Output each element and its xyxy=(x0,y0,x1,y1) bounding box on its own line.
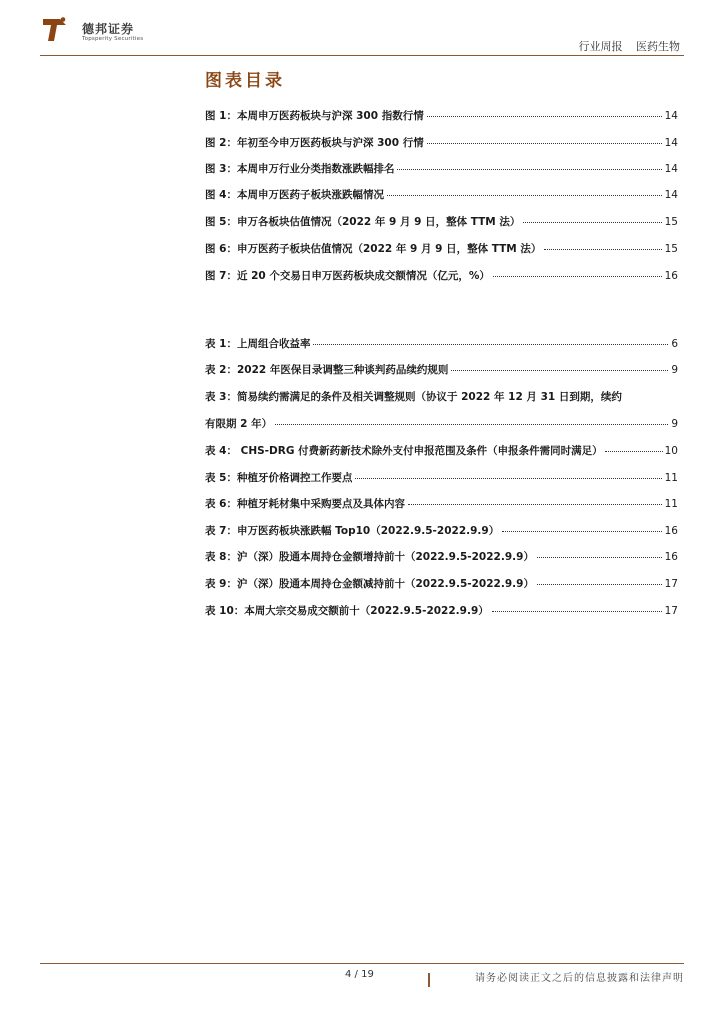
toc-table-entry[interactable] xyxy=(205,336,678,352)
entry-page: 14 xyxy=(664,137,678,149)
topsperity-logo-icon xyxy=(40,15,70,45)
entry-page: 17 xyxy=(664,605,678,617)
toc-table-entry[interactable] xyxy=(205,362,678,378)
entry-page: 9 xyxy=(671,418,678,430)
entry-page: 17 xyxy=(664,578,678,590)
toc-table-entry-line1[interactable]: 表 3：简易续约需满足的条件及相关调整规则（协议于 2022 年 12 月 31 日到期，续约 xyxy=(205,391,622,403)
entry-label: 表 10：本周大宗交易成交额前十（2022.9.5-2022.9.9） xyxy=(205,605,489,617)
dot-leader xyxy=(397,159,661,170)
entry-label: 表 9：沪（深）股通本周持仓金额减持前十（2022.9.5-2022.9.9） xyxy=(205,578,534,590)
toc-table-entry[interactable] xyxy=(205,416,678,432)
toc-title: 图表目录 xyxy=(205,71,285,91)
entry-label: 表 2：2022 年医保目录调整三种谈判药品续约规则 xyxy=(205,364,449,376)
entry-page: 6 xyxy=(671,338,678,350)
entry-label: 图 2：年初至今申万医药板块与沪深 300 行情 xyxy=(205,137,424,149)
toc-figure-entry[interactable] xyxy=(205,161,678,177)
dot-leader xyxy=(313,334,668,345)
entry-label: 表 1：上周组合收益率 xyxy=(205,338,311,350)
entry-page: 10 xyxy=(664,445,678,457)
toc-table-entry[interactable] xyxy=(205,549,678,565)
entry-label: 图 4：本周申万医药子板块涨跌幅情况 xyxy=(205,189,384,201)
dot-leader xyxy=(493,266,662,277)
dot-leader xyxy=(502,521,661,532)
entry-label: 图 1：本周申万医药板块与沪深 300 指数行情 xyxy=(205,110,424,122)
dot-leader xyxy=(275,414,668,425)
dot-leader xyxy=(355,468,661,479)
entry-page: 11 xyxy=(664,498,678,510)
dot-leader xyxy=(492,601,662,612)
entry-label: 图 7：近 20 个交易日申万医药板块成交额情况（亿元，%） xyxy=(205,270,490,282)
dot-leader xyxy=(427,133,662,144)
dot-leader xyxy=(544,239,661,250)
footer-divider xyxy=(40,963,684,964)
toc-figure-entry[interactable] xyxy=(205,241,678,257)
header-divider xyxy=(40,55,684,56)
footer-accent-bar xyxy=(428,973,430,987)
toc-table-entry[interactable] xyxy=(205,523,678,539)
report-category xyxy=(569,38,681,54)
page-header xyxy=(40,14,684,54)
entry-page: 14 xyxy=(664,163,678,175)
entry-page: 9 xyxy=(671,364,678,376)
entry-label: 图 5：申万各板块估值情况（2022 年 9 月 9 日，整体 TTM 法） xyxy=(205,216,521,228)
dot-leader xyxy=(537,574,662,585)
entry-page: 16 xyxy=(664,525,678,537)
entry-label: 表 4： CHS-DRG 付费新药新技术除外支付申报范围及条件（申报条件需同时满足） xyxy=(205,445,603,457)
toc-figure-entry[interactable] xyxy=(205,108,678,124)
toc-table-entry[interactable] xyxy=(205,443,678,459)
entry-label: 表 6：种植牙耗材集中采购要点及具体内容 xyxy=(205,498,405,510)
toc-figure-entry[interactable] xyxy=(205,187,678,203)
entry-label: 有限期 2 年） xyxy=(205,418,273,430)
legal-disclaimer: 请务必阅读正文之后的信息披露和法律声明 xyxy=(475,973,684,984)
toc-table-entry[interactable] xyxy=(205,576,678,592)
entry-label: 表 8：沪（深）股通本周持仓金额增持前十（2022.9.5-2022.9.9） xyxy=(205,551,534,563)
dot-leader xyxy=(427,106,662,117)
entry-label: 表 5：种植牙价格调控工作要点 xyxy=(205,472,353,484)
toc-figure-entry[interactable] xyxy=(205,135,678,151)
page-number: 4 / 19 xyxy=(345,969,374,980)
entry-page: 15 xyxy=(664,216,678,228)
sector-name: 医药生物 xyxy=(636,40,680,53)
entry-page: 16 xyxy=(664,551,678,563)
dot-leader xyxy=(605,441,663,452)
entry-page: 14 xyxy=(664,189,678,201)
entry-page: 16 xyxy=(664,270,678,282)
toc-table-entry[interactable] xyxy=(205,603,678,619)
entry-label: 图 3：本周申万行业分类指数涨跌幅排名 xyxy=(205,163,395,175)
brand-logo xyxy=(40,14,180,48)
brand-name-cn: 德邦证券 xyxy=(82,22,135,36)
entry-label: 图 6：申万医药子板块估值情况（2022 年 9 月 9 日，整体 TTM 法） xyxy=(205,243,542,255)
dot-leader xyxy=(523,212,661,223)
toc-figure-entry[interactable] xyxy=(205,268,678,284)
toc-table-entry[interactable] xyxy=(205,496,678,512)
dot-leader xyxy=(451,360,668,371)
entry-page: 15 xyxy=(664,243,678,255)
dot-leader xyxy=(537,547,662,558)
toc-table-entry[interactable] xyxy=(205,470,678,486)
report-type: 行业周报 xyxy=(578,40,623,53)
dot-leader xyxy=(408,494,662,505)
entry-page: 14 xyxy=(664,110,678,122)
entry-label: 表 7：申万医药板块涨跌幅 Top10（2022.9.5-2022.9.9） xyxy=(205,525,500,537)
toc-figure-entry[interactable] xyxy=(205,214,678,230)
brand-name-en: Topsperity Securities xyxy=(82,36,144,42)
entry-page: 11 xyxy=(664,472,678,484)
dot-leader xyxy=(387,185,662,196)
